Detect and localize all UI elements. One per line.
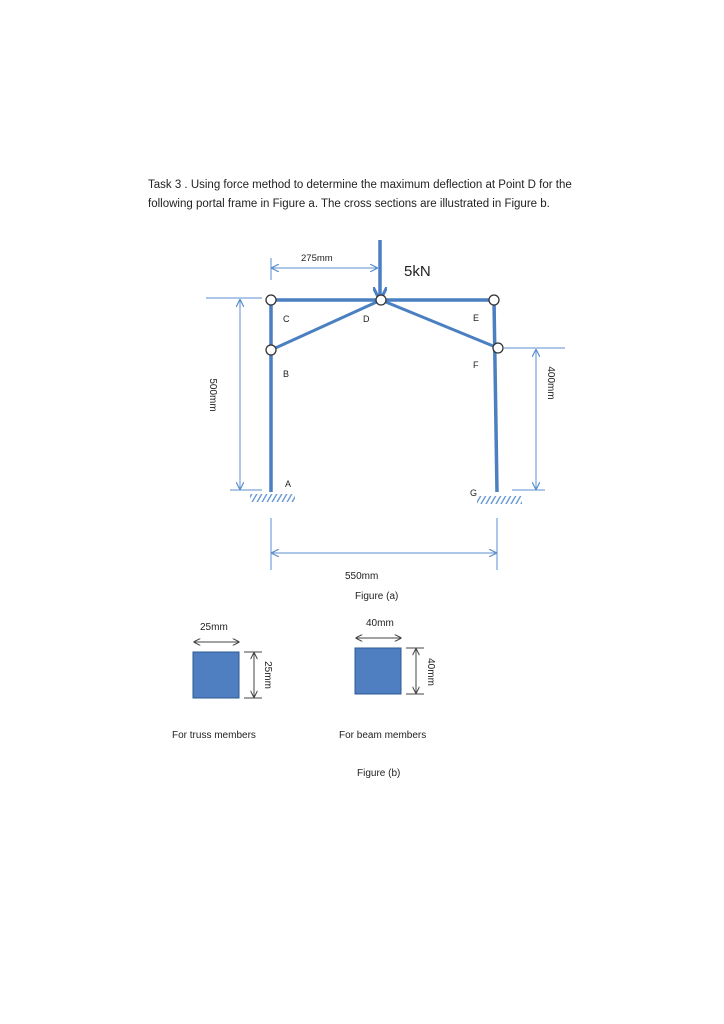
label-d: D — [363, 314, 370, 324]
joint-f — [493, 343, 503, 353]
label-g: G — [470, 488, 478, 498]
dim-right-label: 400mm — [545, 366, 556, 400]
joint-e — [489, 295, 499, 305]
label-e: E — [473, 313, 480, 323]
beam-section — [355, 648, 401, 694]
beam-height-label: 40mm — [425, 658, 436, 686]
support-a-hatch — [250, 494, 295, 502]
load-label: 5kN — [404, 263, 431, 280]
joint-d — [376, 295, 386, 305]
column-eg — [494, 300, 497, 492]
task-line-1: Task 3 . Using force method to determine the maximum deflection at Point D for the — [148, 179, 572, 191]
dim-bottom-label: 550mm — [345, 571, 379, 582]
truss-caption: For truss members — [172, 730, 256, 741]
beam-caption: For beam members — [339, 730, 427, 741]
label-a: A — [285, 479, 292, 489]
figure-a-caption: Figure (a) — [355, 591, 399, 602]
label-b: B — [283, 369, 290, 379]
truss-height-label: 25mm — [262, 661, 273, 689]
label-c: C — [283, 314, 290, 324]
truss-width-label: 25mm — [200, 622, 228, 633]
dim-top-label: 275mm — [301, 253, 333, 264]
truss-section — [193, 652, 239, 698]
joint-c — [266, 295, 276, 305]
beam-width-label: 40mm — [366, 618, 394, 629]
label-f: F — [473, 360, 479, 370]
truss-bd — [271, 300, 381, 350]
figure-b-caption: Figure (b) — [357, 768, 401, 779]
figure-a — [206, 240, 565, 602]
dim-left-label: 500mm — [207, 378, 218, 412]
truss-df — [381, 300, 498, 348]
support-g-hatch — [477, 496, 522, 504]
task-line-2: following portal frame in Figure a. The cross sections are illustrated in Figure b. — [148, 198, 550, 210]
figure-b — [172, 618, 436, 779]
joint-b — [266, 345, 276, 355]
